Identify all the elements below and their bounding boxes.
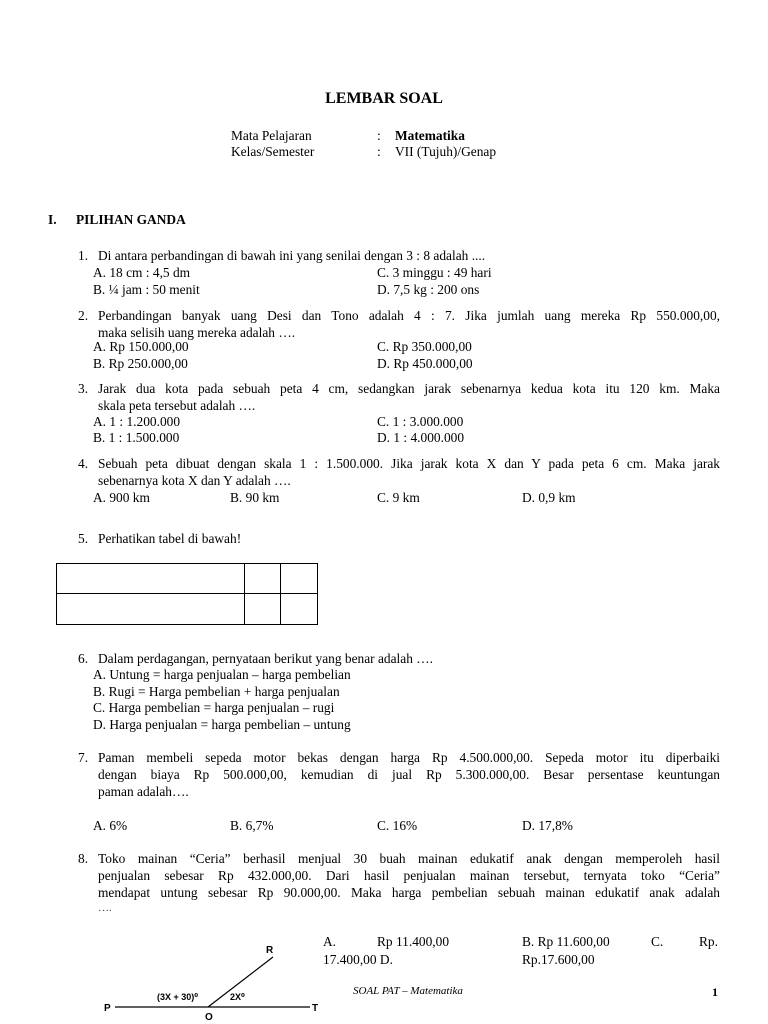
- question-6-option-c: C. Harga pembelian = harga penjualan – rugi: [93, 700, 335, 715]
- question-3-option-d: D. 1 : 4.000.000: [377, 430, 465, 445]
- subject-label: Mata Pelajaran: [231, 128, 312, 143]
- question-4-option-d: D. 0,9 km: [522, 490, 576, 505]
- table-cell: [281, 564, 318, 594]
- question-4-option-a: A. 900 km: [93, 490, 150, 505]
- page-title: LEMBAR SOAL: [325, 90, 443, 107]
- subject-colon: :: [377, 128, 381, 143]
- question-5-text: Perhatikan tabel di bawah!: [98, 531, 242, 546]
- label-o: O: [205, 1012, 213, 1023]
- page-number: 1: [712, 985, 718, 999]
- question-5-number: 5.: [78, 531, 89, 546]
- question-1-option-a: A. 18 cm : 4,5 dm: [93, 265, 191, 280]
- table-cell: [245, 564, 281, 594]
- question-1-number: 1.: [78, 248, 89, 263]
- question-6-option-b: B. Rugi = Harga pembelian + harga penjualan: [93, 684, 340, 699]
- question-8-option-b: B. Rp 11.600,00: [522, 934, 610, 949]
- question-4-option-c: C. 9 km: [377, 490, 420, 505]
- question-8-text-line-2: penjualan sebesar Rp 432.000,00. Dari hasil penjualan mainan tersebut, ternyata toko “Ceria”: [98, 868, 720, 883]
- question-3-number: 3.: [78, 381, 89, 396]
- question-2-text-line-2: maka selisih uang mereka adalah ….: [98, 325, 296, 340]
- question-3-text-line-1: Jarak dua kota pada sebuah peta 4 cm, sedangkan jarak sebenarnya kedua kota itu 120 km. Maka: [98, 381, 720, 396]
- question-2-option-d: D. Rp 450.000,00: [377, 356, 473, 371]
- footer-text: SOAL PAT – Matematika: [353, 985, 463, 997]
- subject-value: Matematika: [395, 128, 465, 143]
- label-t: T: [312, 1003, 319, 1014]
- question-4-number: 4.: [78, 456, 89, 471]
- class-colon: :: [377, 144, 381, 159]
- section-number: I.: [48, 212, 57, 227]
- question-3-option-c: C. 1 : 3.000.000: [377, 414, 464, 429]
- question-5-table: [56, 563, 318, 625]
- question-4-option-b: B. 90 km: [230, 490, 280, 505]
- question-7-option-a: A. 6%: [93, 818, 128, 833]
- question-2-text-line-1: Perbandingan banyak uang Desi dan Tono adalah 4 : 7. Jika jumlah uang mereka Rp 550.000,00,: [98, 308, 720, 323]
- question-7-option-b: B. 6,7%: [230, 818, 274, 833]
- question-8-text-line-4: ….: [98, 902, 112, 914]
- question-7-option-d: D. 17,8%: [522, 818, 573, 833]
- question-2-option-a: A. Rp 150.000,00: [93, 339, 189, 354]
- question-7-text-line-2: dengan biaya Rp 500.000,00, kemudian di jual Rp 5.300.000,00. Besar persentase keuntungan: [98, 767, 720, 782]
- question-7-number: 7.: [78, 750, 89, 765]
- question-8-option-a-value: Rp 11.400,00: [377, 934, 450, 949]
- table-cell: [57, 564, 245, 594]
- question-8-option-c-value-d: 17.400,00 D.: [323, 952, 393, 967]
- question-2-number: 2.: [78, 308, 89, 323]
- question-8-option-c: C.: [651, 934, 664, 949]
- section-title: PILIHAN GANDA: [76, 212, 186, 227]
- table-cell: [281, 594, 318, 625]
- question-6-number: 6.: [78, 651, 89, 666]
- question-8-number: 8.: [78, 851, 89, 866]
- table-cell: [245, 594, 281, 625]
- question-8-option-d-value: Rp.17.600,00: [522, 952, 595, 967]
- class-value: VII (Tujuh)/Genap: [395, 144, 497, 159]
- question-1-option-c: C. 3 minggu : 49 hari: [377, 265, 492, 280]
- question-7-text-line-3: paman adalah….: [98, 784, 189, 799]
- question-6-text: Dalam perdagangan, pernyataan berikut yang benar adalah ….: [98, 651, 433, 666]
- angle-left-label: (3X + 30)⁰: [157, 992, 199, 1002]
- table-cell: [57, 594, 245, 625]
- question-3-text-line-2: skala peta tersebut adalah ….: [98, 398, 256, 413]
- question-6-option-a: A. Untung = harga penjualan – harga pembelian: [93, 667, 351, 682]
- angle-right-label: 2X⁰: [230, 992, 245, 1002]
- question-1-text: Di antara perbandingan di bawah ini yang senilai dengan 3 : 8 adalah ....: [98, 248, 486, 263]
- label-p: P: [104, 1003, 111, 1014]
- question-8-text-line-3: mendapat untung sebesar Rp 90.000,00. Maka harga pembelian sebuah mainan edukatif anak adalah: [98, 885, 720, 900]
- question-7-text-line-1: Paman membeli sepeda motor bekas dengan harga Rp 4.500.000,00. Sepeda motor itu diperbaiki: [98, 750, 720, 765]
- question-8-option-c-rp: Rp.: [699, 934, 718, 949]
- class-label: Kelas/Semester: [231, 144, 315, 159]
- angle-diagram: [95, 940, 335, 1024]
- question-4-text-line-1: Sebuah peta dibuat dengan skala 1 : 1.500.000. Jika jarak kota X dan Y pada peta 6 cm. Maka jarak: [98, 456, 720, 471]
- question-3-option-b: B. 1 : 1.500.000: [93, 430, 180, 445]
- question-4-text-line-2: sebenarnya kota X dan Y adalah ….: [98, 473, 291, 488]
- label-r: R: [266, 945, 274, 956]
- question-2-option-c: C. Rp 350.000,00: [377, 339, 472, 354]
- question-1-option-b: B. ¼ jam : 50 menit: [93, 282, 200, 297]
- question-8-text-line-1: Toko mainan “Ceria” berhasil menjual 30 buah mainan edukatif anak dengan memperoleh hasil: [98, 851, 720, 866]
- question-3-option-a: A. 1 : 1.200.000: [93, 414, 181, 429]
- question-7-option-c: C. 16%: [377, 818, 418, 833]
- question-6-option-d: D. Harga penjualan = harga pembelian – untung: [93, 717, 351, 732]
- question-1-option-d: D. 7,5 kg : 200 ons: [377, 282, 480, 297]
- question-2-option-b: B. Rp 250.000,00: [93, 356, 188, 371]
- question-8-option-a: A.: [323, 934, 337, 949]
